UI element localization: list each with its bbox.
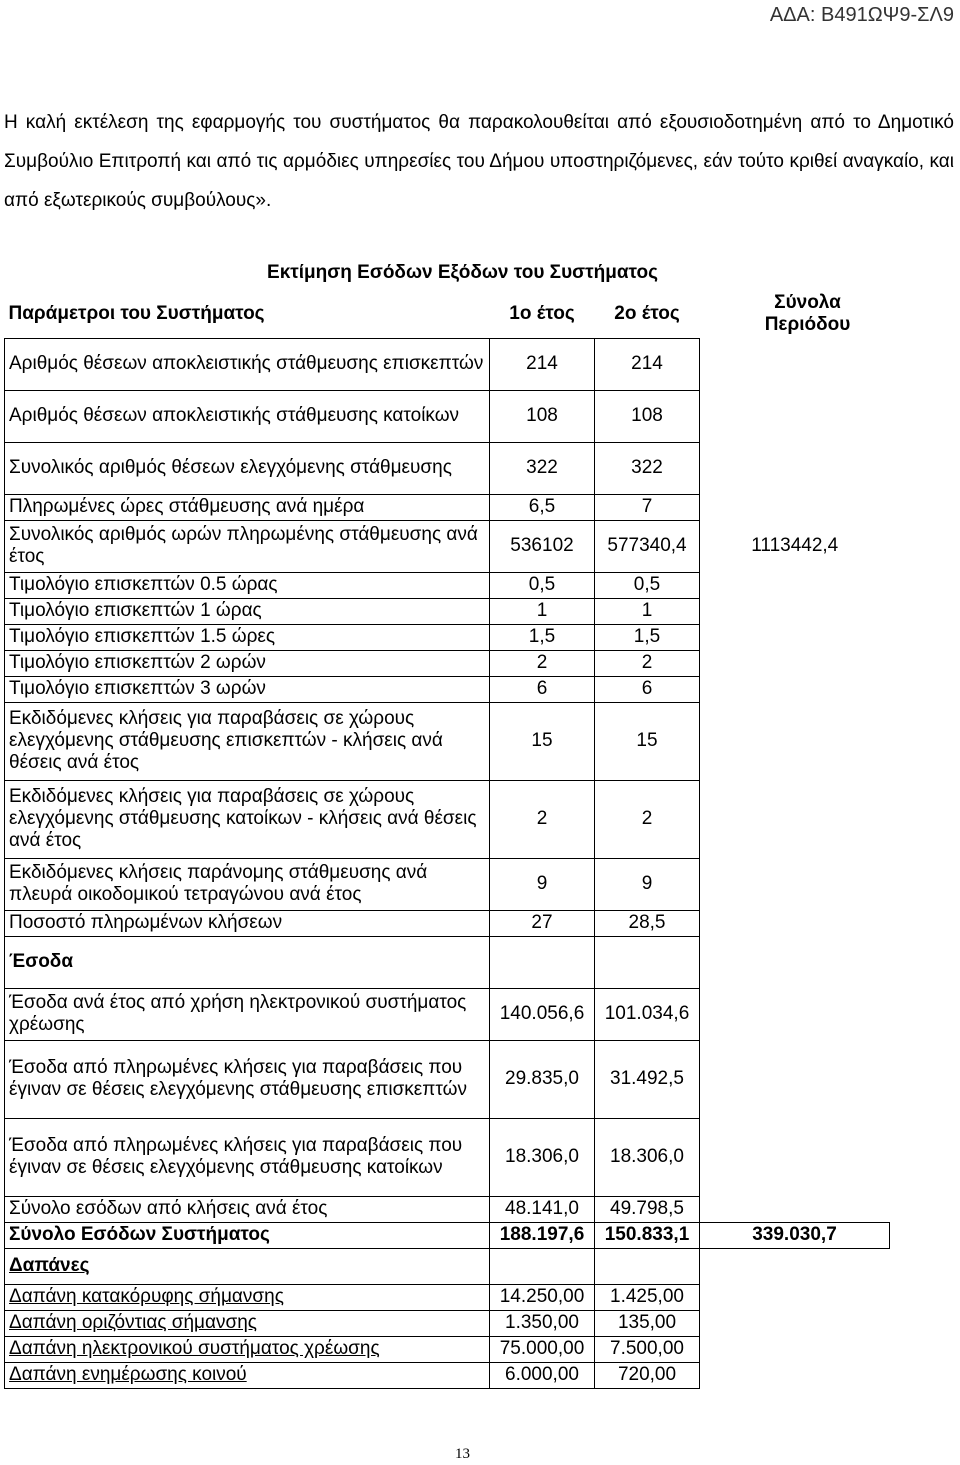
income-row (5, 1196, 890, 1222)
income-y2: 18.306,0 (595, 1118, 700, 1196)
income-heading: Έσοδα (5, 936, 490, 988)
param-y2: 9 (595, 858, 700, 910)
param-label: Ποσοστό πληρωμένων κλήσεων (5, 910, 490, 936)
expense-y2: 7.500,00 (595, 1336, 700, 1362)
income-y1: 29.835,0 (490, 1040, 595, 1118)
param-total: 1113442,4 (751, 535, 839, 556)
param-y1: 6,5 (490, 494, 595, 520)
table-title: Εκτίμηση Εσόδων Εξόδων του Συστήματος (267, 262, 658, 283)
param-y1: 6 (490, 676, 595, 702)
param-label: Τιμολόγιο επισκεπτών 2 ωρών (5, 650, 490, 676)
param-label: Τιμολόγιο επισκεπτών 3 ωρών (5, 676, 490, 702)
income-label: Έσοδα από πληρωμένες κλήσεις για παραβάσεις που έγιναν σε θέσεις ελεγχόμενης στάθμευσης κατοίκων (5, 1118, 490, 1196)
expense-y1: 75.000,00 (490, 1336, 595, 1362)
income-label: Έσοδα ανά έτος από χρήση ηλεκτρονικού συστήματος χρέωσης (5, 988, 490, 1040)
income-total-y1: 188.197,6 (490, 1222, 595, 1248)
param-label: Πληρωμένες ώρες στάθμευσης ανά ημέρα (5, 494, 490, 520)
param-row (5, 520, 890, 572)
expense-y1: 14.250,00 (490, 1284, 595, 1310)
expense-heading-row (5, 1248, 890, 1284)
param-row (5, 650, 890, 676)
param-label: Αριθμός θέσεων αποκλειστικής στάθμευσης κατοίκων (5, 390, 490, 442)
empty (700, 1040, 890, 1118)
param-y2: 108 (595, 390, 700, 442)
col-param-header: Παράμετροι του Συστήματος (8, 302, 265, 324)
expense-heading: Δαπάνες (5, 1248, 490, 1284)
param-label: Τιμολόγιο επισκεπτών 0.5 ώρας (5, 572, 490, 598)
param-total (700, 858, 890, 910)
empty (700, 1284, 890, 1310)
param-y2: 28,5 (595, 910, 700, 936)
empty (700, 988, 890, 1040)
page-number: 13 (455, 1446, 470, 1462)
param-total (700, 650, 890, 676)
empty (700, 936, 890, 988)
param-y2: 2 (595, 650, 700, 676)
expense-y1: 6.000,00 (490, 1362, 595, 1388)
param-row (5, 780, 890, 858)
param-y2: 1,5 (595, 624, 700, 650)
empty (490, 1248, 595, 1284)
income-total-label: Σύνολο Εσόδων Συστήματος (5, 1222, 490, 1248)
param-total (700, 390, 890, 442)
param-y1: 108 (490, 390, 595, 442)
param-y1: 0,5 (490, 572, 595, 598)
param-y1: 536102 (490, 520, 595, 572)
param-y2: 7 (595, 494, 700, 520)
empty (490, 936, 595, 988)
param-row (5, 572, 890, 598)
param-label: Συνολικός αριθμός θέσεων ελεγχόμενης στάθμευσης (5, 442, 490, 494)
param-total (700, 910, 890, 936)
col-y2-header: 2ο έτος (614, 302, 680, 324)
param-row (5, 910, 890, 936)
param-total (700, 442, 890, 494)
param-total (700, 572, 890, 598)
param-row (5, 442, 890, 494)
income-total-row (5, 1222, 890, 1248)
param-y2: 577340,4 (595, 520, 700, 572)
param-row (5, 494, 890, 520)
expense-label: Δαπάνη κατακόρυφης σήμανσης (5, 1284, 490, 1310)
param-total (700, 702, 890, 780)
expense-label: Δαπάνη οριζόντιας σήμανσης (5, 1310, 490, 1336)
param-row (5, 598, 890, 624)
income-y1: 18.306,0 (490, 1118, 595, 1196)
income-y1: 48.141,0 (490, 1196, 595, 1222)
param-y2: 322 (595, 442, 700, 494)
param-label: Εκδιδόμενες κλήσεις παράνομης στάθμευσης ανά πλευρά οικοδομικού τετραγώνου ανά έτος (5, 858, 490, 910)
param-label: Αριθμός θέσεων αποκλειστικής στάθμευσης επισκεπτών (5, 338, 490, 390)
income-y2: 31.492,5 (595, 1040, 700, 1118)
param-row (5, 390, 890, 442)
header-row (5, 290, 890, 338)
expense-row (5, 1336, 890, 1362)
param-total (700, 338, 890, 390)
param-y1: 9 (490, 858, 595, 910)
param-y1: 27 (490, 910, 595, 936)
param-label: Τιμολόγιο επισκεπτών 1 ώρας (5, 598, 490, 624)
param-row (5, 858, 890, 910)
param-total (700, 494, 890, 520)
estimate-table (4, 290, 890, 1389)
param-label: Εκδιδόμενες κλήσεις για παραβάσεις σε χώρους ελεγχόμενης στάθμευσης επισκεπτών - κλήσεις ανά θέσεις ανά έτος (5, 702, 490, 780)
param-y1: 2 (490, 780, 595, 858)
param-y2: 15 (595, 702, 700, 780)
param-y1: 1 (490, 598, 595, 624)
income-label: Σύνολο εσόδων από κλήσεις ανά έτος (5, 1196, 490, 1222)
empty (700, 1336, 890, 1362)
param-total (700, 676, 890, 702)
param-y1: 1,5 (490, 624, 595, 650)
param-label: Τιμολόγιο επισκεπτών 1.5 ώρες (5, 624, 490, 650)
expense-y2: 1.425,00 (595, 1284, 700, 1310)
param-y2: 2 (595, 780, 700, 858)
param-total (700, 780, 890, 858)
expense-row (5, 1284, 890, 1310)
empty (700, 1248, 890, 1284)
param-row (5, 676, 890, 702)
param-label: Εκδιδόμενες κλήσεις για παραβάσεις σε χώρους ελεγχόμενης στάθμευσης κατοίκων - κλήσεις ανά θέσεις ανά έτος (5, 780, 490, 858)
param-total (700, 624, 890, 650)
param-label: Συνολικός αριθμός ωρών πληρωμένης στάθμευσης ανά έτος (5, 520, 490, 572)
param-y2: 1 (595, 598, 700, 624)
empty (595, 936, 700, 988)
expense-label: Δαπάνη ηλεκτρονικού συστήματος χρέωσης (5, 1336, 490, 1362)
empty (595, 1248, 700, 1284)
param-row (5, 338, 890, 390)
income-y2: 49.798,5 (595, 1196, 700, 1222)
param-y1: 15 (490, 702, 595, 780)
param-y1: 322 (490, 442, 595, 494)
param-row (5, 624, 890, 650)
income-label: Έσοδα από πληρωμένες κλήσεις για παραβάσεις που έγιναν σε θέσεις ελεγχόμενης στάθμευσης επισκεπτών (5, 1040, 490, 1118)
income-y2: 101.034,6 (595, 988, 700, 1040)
expense-y2: 720,00 (595, 1362, 700, 1388)
income-y1: 140.056,6 (490, 988, 595, 1040)
param-y2: 0,5 (595, 572, 700, 598)
param-row (5, 702, 890, 780)
param-y2: 6 (595, 676, 700, 702)
expense-row (5, 1362, 890, 1388)
income-row (5, 988, 890, 1040)
param-y2: 214 (595, 338, 700, 390)
income-heading-row (5, 936, 890, 988)
param-y1: 2 (490, 650, 595, 676)
param-total (700, 598, 890, 624)
income-total-total: 339.030,7 (700, 1222, 890, 1248)
expense-row (5, 1310, 890, 1336)
ada-code: ΑΔΑ: Β491ΩΨ9-ΣΛ9 (769, 4, 954, 26)
income-row (5, 1040, 890, 1118)
intro-paragraph: Η καλή εκτέλεση της εφαρμογής του συστήματος θα παρακολουθείται από εξουσιοδοτημένη από το Δημοτικό Συμβούλιο Επιτροπή και από τις αρμόδιες υπηρεσίες του Δήμου υποστηριζόμενες, εάν τούτο κριθεί αναγκαίο, και από εξωτερικούς συμβούλους». (4, 112, 954, 211)
empty (700, 1196, 890, 1222)
empty (700, 1362, 890, 1388)
income-row (5, 1118, 890, 1196)
param-y1: 214 (490, 338, 595, 390)
expense-y2: 135,00 (595, 1310, 700, 1336)
empty (700, 1310, 890, 1336)
expense-label: Δαπάνη ενημέρωσης κοινού (5, 1362, 490, 1388)
col-total-header: Σύνολα Περιόδου (764, 292, 851, 335)
empty (700, 1118, 890, 1196)
expense-y1: 1.350,00 (490, 1310, 595, 1336)
income-total-y2: 150.833,1 (595, 1222, 700, 1248)
col-y1-header: 1ο έτος (509, 302, 575, 324)
